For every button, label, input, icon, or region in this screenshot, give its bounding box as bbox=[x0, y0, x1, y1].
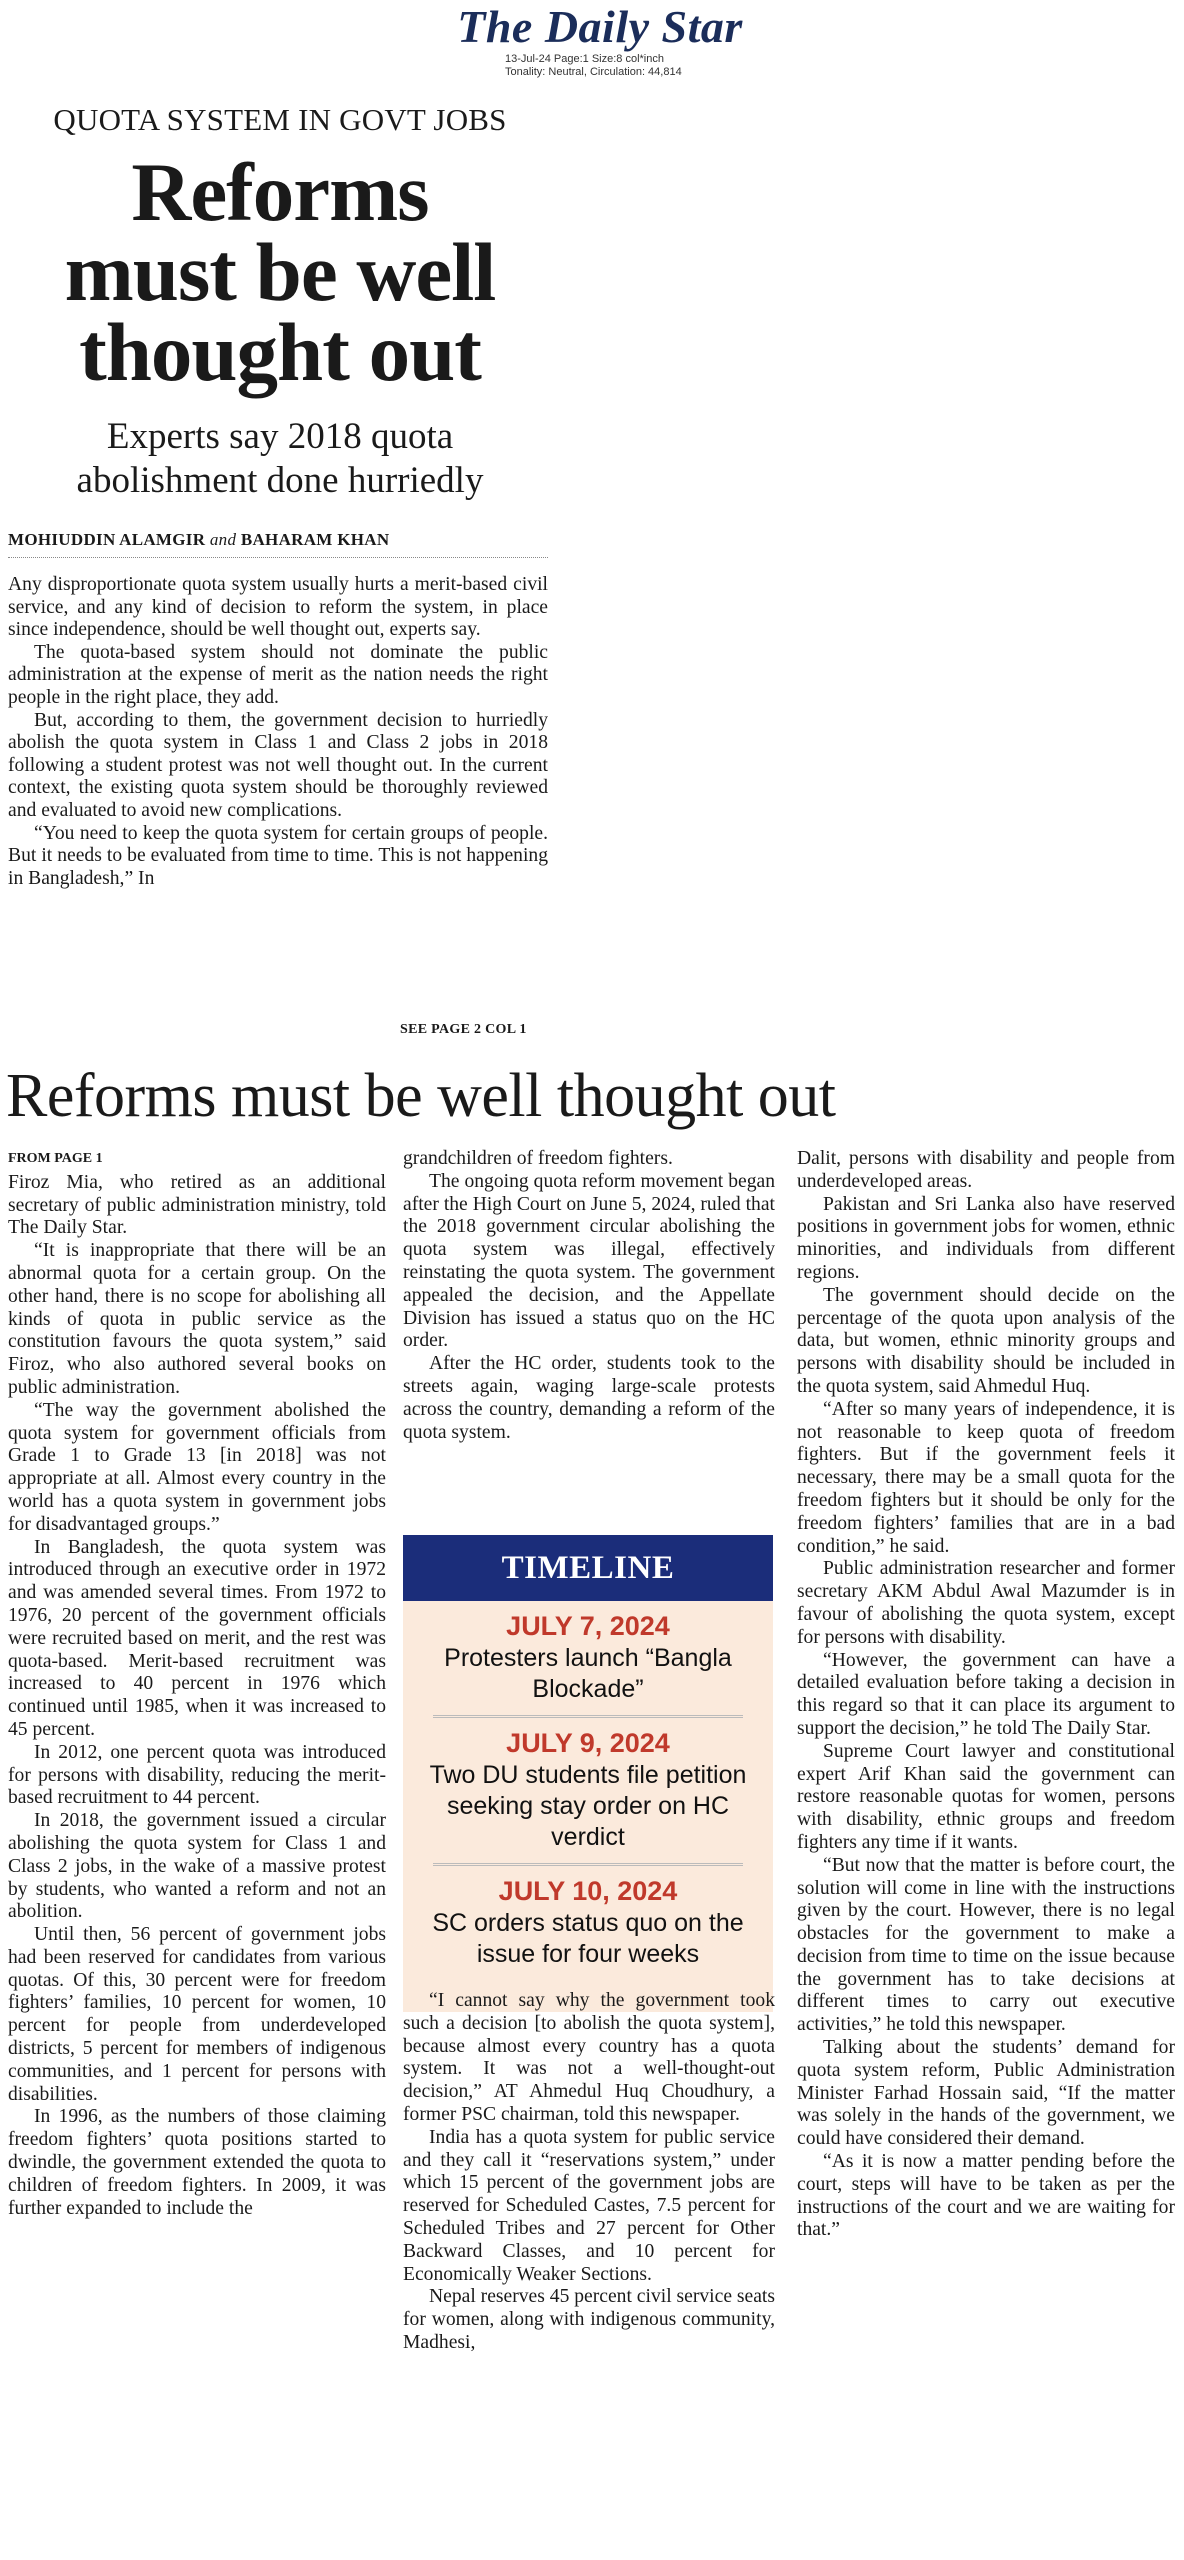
article-body bbox=[8, 574, 548, 890]
article-kicker: QUOTA SYSTEM IN GOVT JOBS bbox=[53, 102, 507, 137]
headline-line: thought out bbox=[79, 306, 481, 398]
subhead-line: Experts say 2018 quota bbox=[106, 416, 454, 457]
article-headline bbox=[0, 146, 560, 398]
timeline-box bbox=[403, 1535, 773, 2012]
jump-paragraph: Until then, 56 percent of government jobs had been reserved for candidates from various quotas. Of this, 30 percent were for freedom fighters’ families, 10 percent for women, 10 percent for people from underdeveloped districts, 5 percent for members of indigenous communities, and 1 percent for persons with disabilities. bbox=[8, 1924, 386, 2105]
jump-paragraph: Supreme Court lawyer and constitutional expert Arif Khan said the government can restore reasonable quotas for women, persons with disability, ethnic groups and freedom fighters any time if it wants. bbox=[797, 1740, 1175, 1853]
byline-divider bbox=[8, 557, 548, 558]
jump-paragraph: India has a quota system for public service and they call it “reservations system,” under which 15 percent of the government jobs are reserved for Scheduled Castes, 7.5 percent for Scheduled Tribes and 27 percent for Other Backward Classes, and 10 percent for Economically Weaker Sections. bbox=[403, 2126, 775, 2285]
timeline-item bbox=[403, 1874, 773, 1970]
jump-paragraph: Firoz Mia, who retired as an additional secretary of public administration ministry, told The Daily Star. bbox=[8, 1171, 386, 1239]
headline-line: Reforms bbox=[131, 146, 429, 238]
article-paragraph: But, according to them, the government decision to hurriedly abolish the quota system in Class 1 and Class 2 jobs in 2018 following a student protest was not well thought out. In the current context, the existing quota system should be thoroughly reviewed and evaluated to avoid new complications. bbox=[8, 709, 548, 821]
jump-column-2 bbox=[403, 1148, 775, 1444]
jump-paragraph: In Bangladesh, the quota system was introduced through an executive order in 1972 and was amended several times. From 1972 to 1976, 20 percent of the government officials were recruited based on merit, and the rest was quota-based. Merit-based recruitment was increased to 40 percent in 1976 which continued until 1985, when it was increased to 45 percent. bbox=[8, 1536, 386, 1740]
timeline-text: Protesters launch “Bangla Blockade” bbox=[444, 1644, 732, 1703]
article-paragraph: Any disproportionate quota system usually hurts a merit-based civil service, and any kind of decision to reform the system, in place since independence, should be well thought out, experts say. bbox=[8, 574, 548, 641]
clip-meta-date: 13-Jul-24 Page:1 Size:8 col*inch bbox=[505, 53, 664, 65]
article-paragraph: The quota-based system should not dominate the public administration at the expense of merit as the nation needs the right people in the right place, they add. bbox=[8, 641, 548, 708]
article-subhead bbox=[0, 415, 560, 503]
byline bbox=[8, 530, 389, 550]
masthead-logo: The Daily Star bbox=[457, 1, 743, 52]
timeline-title: TIMELINE bbox=[403, 1535, 773, 1601]
jump-paragraph: “It is inappropriate that there will be an abnormal quota for a certain group. On the other hand, there is no scope for abolishing all kinds of quota in public service as the constitution favours the quota system,” said Firoz, who also authored several books on public administration. bbox=[8, 1240, 386, 1398]
clip-meta-tonality: Tonality: Neutral, Circulation: 44,814 bbox=[505, 66, 682, 78]
byline-author-1: MOHIUDDIN ALAMGIR bbox=[8, 530, 206, 549]
jump-paragraph: “But now that the matter is before court, the solution will come in line with the instructions given by the court. However, there is no legal obstacles for the government to make a decision from time to time on the issue because the government has to take decisions at different times to carry out executive activities,” he told this newspaper. bbox=[797, 1854, 1175, 2036]
jump-paragraph: “However, the government can have a detailed evaluation before taking a decision in this regard so that it can place its argument to support the decision,” he told The Daily Star. bbox=[797, 1649, 1175, 1739]
jump-paragraph: “The way the government abolished the quota system for government officials from Grade 1 to Grade 13 [in 2018] was not appropriate at all. Almost every country in the world has a quota system in government jobs for disadvantaged groups.” bbox=[8, 1399, 386, 1535]
jump-paragraph: In 1996, as the numbers of those claiming freedom fighters’ quota positions started to dwindle, the government extended the quota to children of freedom fighters. In 2009, it was further expanded to include the bbox=[8, 2106, 386, 2219]
jump-paragraph: Talking about the students’ demand for quota system reform, Public Administration Minister Farhad Hossain said, “If the matter was solely in the hands of the government, we could have considered their demand. bbox=[797, 2037, 1175, 2150]
timeline-item bbox=[403, 1609, 773, 1705]
jump-column-1 bbox=[8, 1148, 386, 2220]
timeline-item bbox=[403, 1726, 773, 1853]
timeline-divider bbox=[433, 1715, 743, 1718]
jump-paragraph: Dalit, persons with disability and people from underdeveloped areas. bbox=[797, 1148, 1175, 1192]
timeline-date: JULY 7, 2024 bbox=[506, 1611, 670, 1641]
byline-author-2: BAHARAM KHAN bbox=[240, 530, 390, 549]
jump-paragraph: The government should decide on the percentage of the quota upon analysis of the data, but women, ethnic minority groups and persons with disability should be included in the quota system, said Ahmedul Huq. bbox=[797, 1284, 1175, 1397]
timeline-text: Two DU students file petition seeking stay order on HC verdict bbox=[429, 1761, 747, 1851]
jump-paragraph: grandchildren of freedom fighters. bbox=[403, 1148, 673, 1169]
jump-paragraph: The ongoing quota reform movement began after the High Court on June 5, 2024, ruled that the 2018 government circular abolishing the quota system was illegal, effectively reinstating the quota system. The government appealed the decision, and the Appellate Division has issued a status quo on the HC order. bbox=[403, 1170, 775, 1352]
see-page-jump: SEE PAGE 2 COL 1 bbox=[400, 1022, 527, 1037]
jump-paragraph: “I cannot say why the government took such a decision [to abolish the quota system], because almost every country has a quota system. It was not a well-thought-out decision,” AT Ahmedul Huq Choudhury, a former PSC chairman, told this newspaper. bbox=[403, 1990, 775, 2125]
timeline-text: SC orders status quo on the issue for four weeks bbox=[432, 1909, 744, 1968]
jump-paragraph: Nepal reserves 45 percent civil service seats for women, along with indigenous community, Madhesi, bbox=[403, 2286, 775, 2353]
jump-paragraph: “After so many years of independence, it is not reasonable to keep quota of freedom fighters. But if the government feels it necessary, there may be a small quota for the freedom fighters but it should be only for the freedom fighters’ families that are in a bad condition,” he said. bbox=[797, 1398, 1175, 1557]
jump-paragraph: Public administration researcher and former secretary AKM Abdul Awal Mazumder is in favour of abolishing the quota system, except for persons with disability. bbox=[797, 1558, 1175, 1648]
timeline-date: JULY 9, 2024 bbox=[506, 1728, 670, 1758]
from-page-label: FROM PAGE 1 bbox=[8, 1151, 103, 1166]
article-paragraph: “You need to keep the quota system for certain groups of people. But it needs to be evaluated from time to time. This is not happening in Bangladesh,” In bbox=[8, 822, 548, 889]
timeline-date: JULY 10, 2024 bbox=[498, 1876, 678, 1906]
jump-paragraph: After the HC order, students took to the streets again, waging large-scale protests across the country, demanding a reform of the quota system. bbox=[403, 1353, 775, 1443]
jump-paragraph: Pakistan and Sri Lanka also have reserved positions in government jobs for women, ethnic minorities, and individuals from different regions. bbox=[797, 1193, 1175, 1283]
subhead-line: abolishment done hurriedly bbox=[76, 460, 484, 501]
timeline-divider bbox=[433, 1863, 743, 1866]
jump-headline: Reforms must be well thought out bbox=[6, 1062, 836, 1130]
jump-paragraph: In 2018, the government issued a circular abolishing the quota system for Class 1 and Class 2 jobs, in the wake of a massive protest by students, who wanted a reform and not an abolition. bbox=[8, 1810, 386, 1923]
headline-line: must be well bbox=[64, 226, 496, 318]
jump-paragraph: In 2012, one percent quota was introduced for persons with disability, reducing the merit-based recruitment to 44 percent. bbox=[8, 1741, 386, 1809]
jump-column-2-continued bbox=[403, 1990, 775, 2355]
jump-column-3 bbox=[797, 1148, 1175, 2242]
jump-paragraph: “As it is now a matter pending before the court, steps will have to be taken as per the instructions of the court and we are waiting for that.” bbox=[797, 2151, 1175, 2241]
byline-and: and bbox=[209, 530, 237, 549]
